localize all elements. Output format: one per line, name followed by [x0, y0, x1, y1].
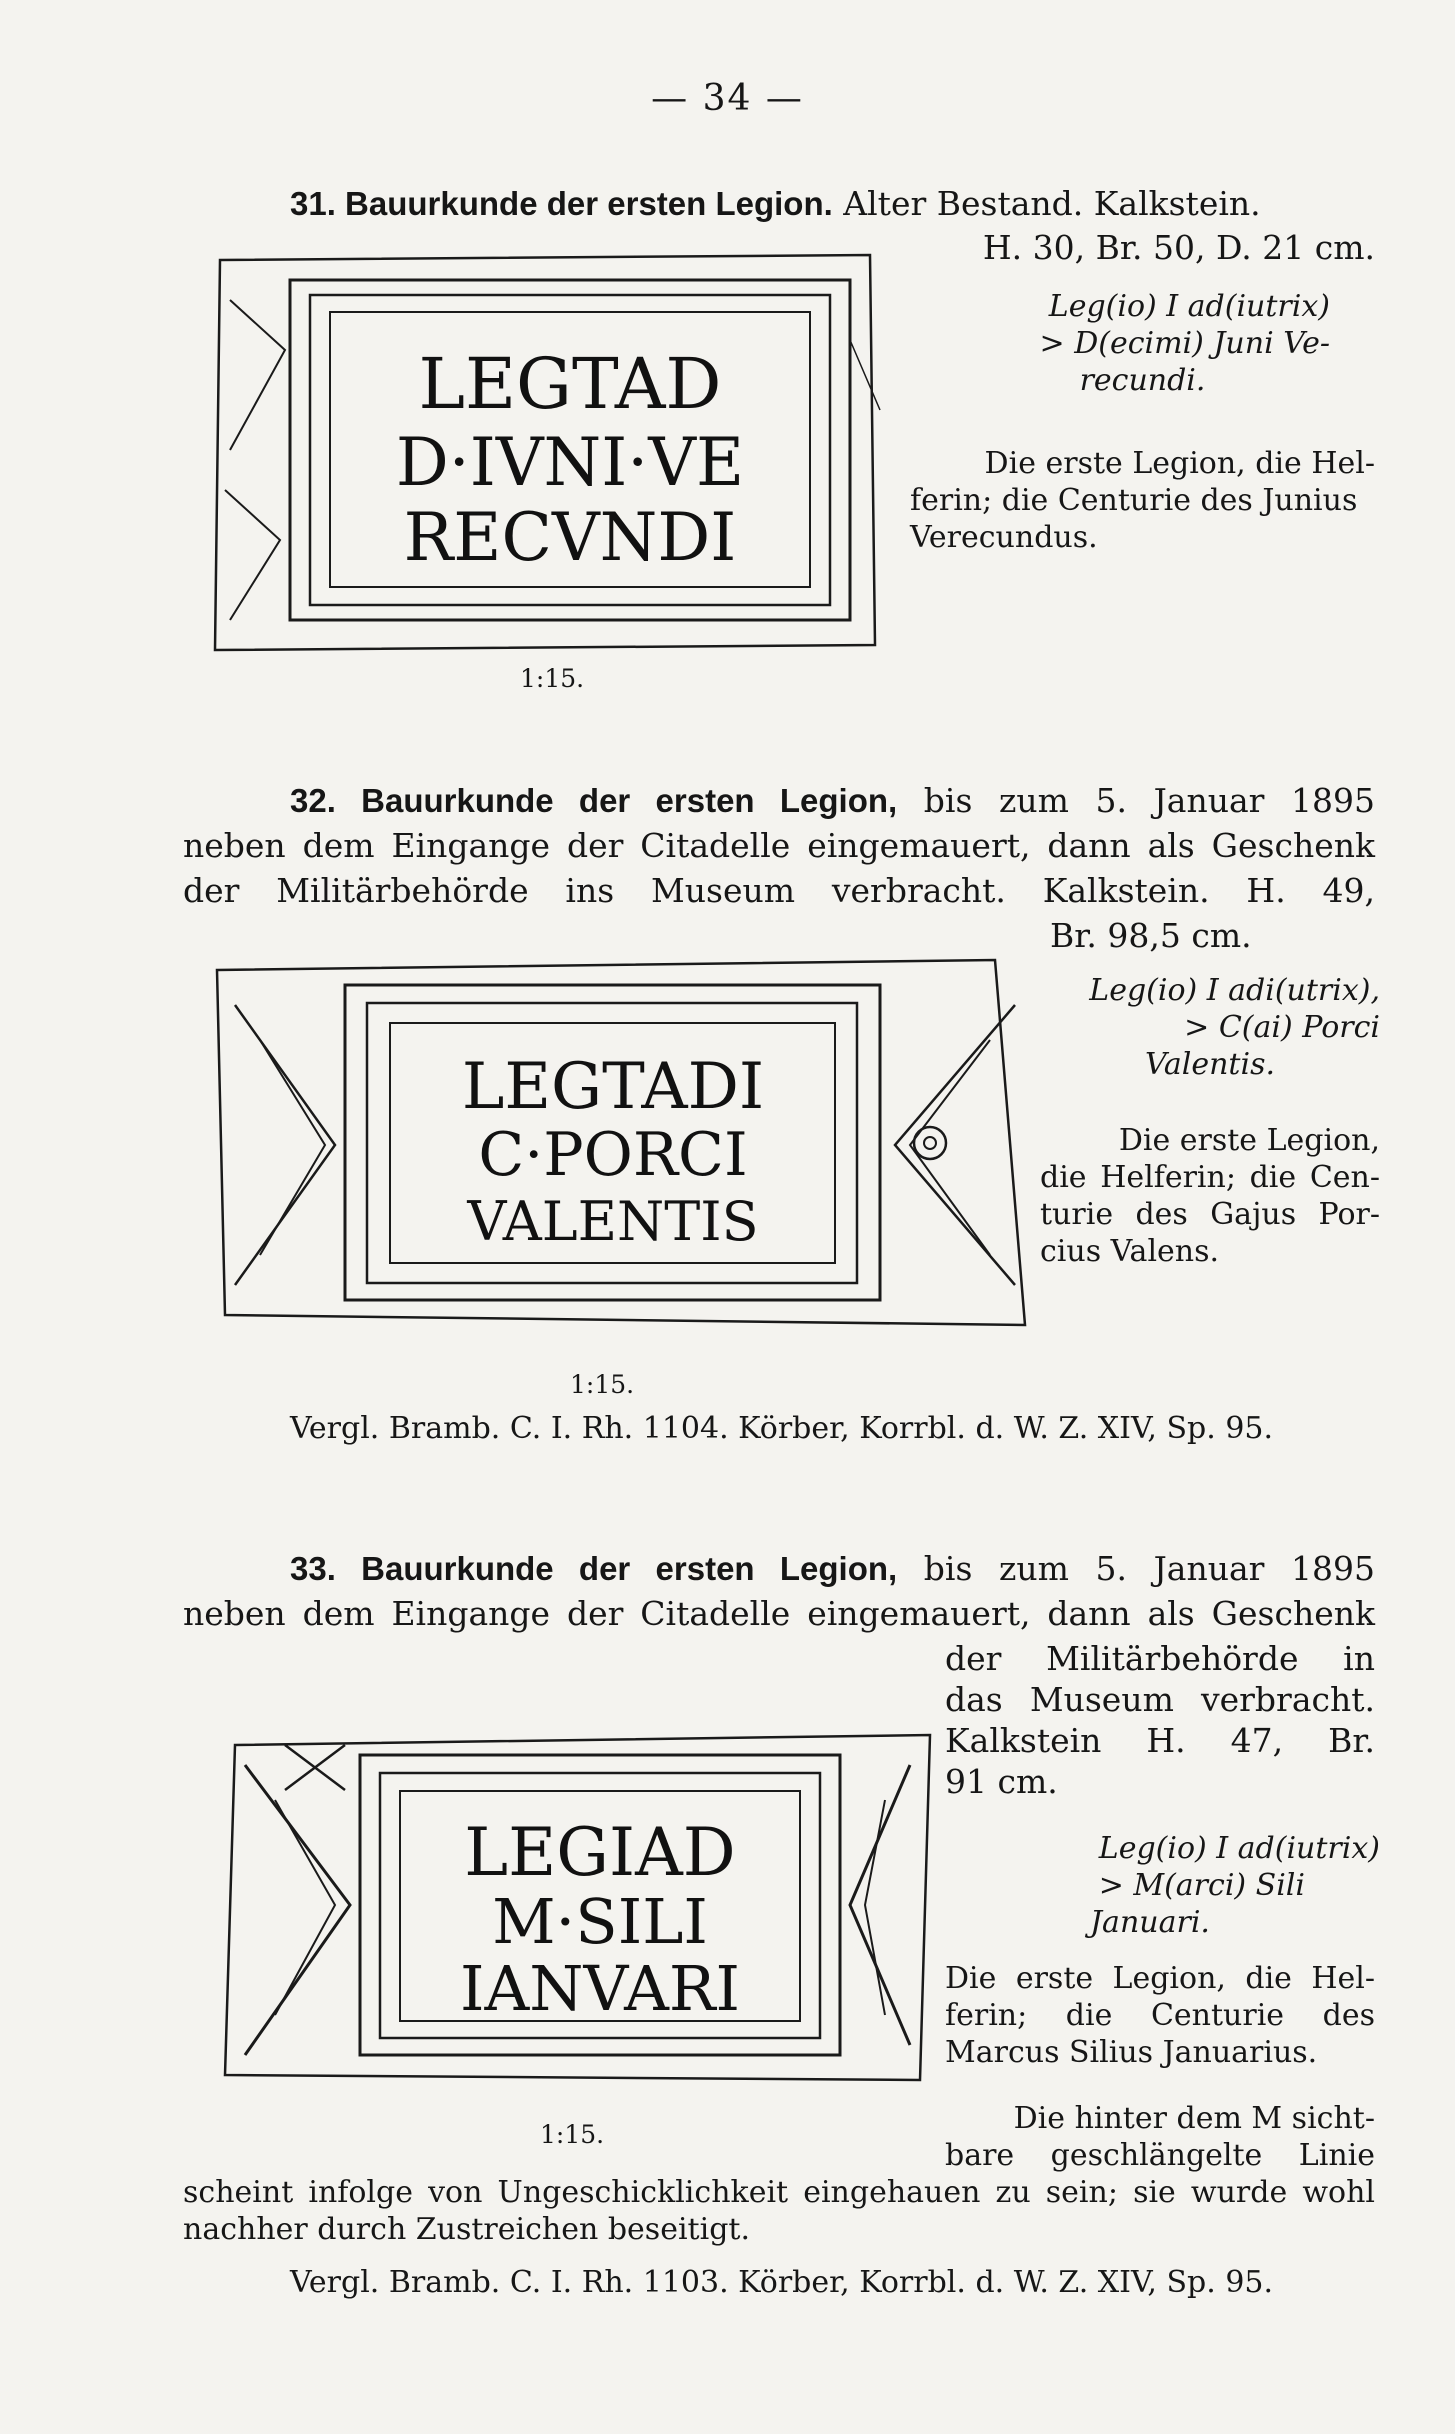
entry-31-translation-line-1: Die erste Legion, die Hel- — [984, 446, 1375, 481]
entry-33-side-line-1: der Militärbehörde in — [945, 1639, 1375, 1678]
entry-33-note-side — [945, 2100, 1375, 2174]
entry-33-translation-line-3: Marcus Silius Januarius. — [945, 2035, 1318, 2070]
entry-33-title: 33. Bauurkunde der ersten Legion, — [290, 1550, 898, 1587]
entry-32-reading-line-1: Leg(io) I adi(utrix), — [1089, 973, 1380, 1008]
entry-33-side-text — [945, 1638, 1375, 1802]
entry-33-note-side-line-2: bare geschlängelte Linie — [945, 2138, 1375, 2173]
entry-33-inscription-line-2: M·SILI — [492, 1885, 708, 1958]
entry-32-translation-line-4: cius Valens. — [1040, 1234, 1220, 1269]
entry-33-reference: Vergl. Bramb. C. I. Rh. 1103. Körber, Korrbl. d. W. Z. XIV, Sp. 95. — [290, 2265, 1274, 2300]
entry-32-scale: 1:15. — [570, 1370, 635, 1399]
entry-31-reading-line-3: recundi. — [1079, 363, 1206, 398]
entry-32-inscription-drawing — [205, 935, 1035, 1335]
entry-33-translation-line-1: Die erste Legion, die Hel- — [945, 1961, 1375, 1996]
entry-32-translation — [1040, 1122, 1380, 1270]
entry-32-title: 32. Bauurkunde der ersten Legion, — [290, 782, 898, 819]
entry-31-desc-1: Alter Bestand. Kalkstein. — [843, 184, 1261, 223]
entry-31-inscription-line-3: RECVNDI — [403, 499, 737, 576]
entry-31-inscription-line-1: LEGTAD — [418, 343, 722, 425]
entry-33-reading-line-3: Januari. — [1090, 1905, 1210, 1940]
entry-33-reading — [990, 1830, 1380, 1941]
entry-32-line-3: der Militärbehörde ins Museum verbracht. Kalkstein. H. 49, — [183, 871, 1375, 910]
entry-31-inscription-line-2: D·IVNI·VE — [395, 424, 745, 501]
entry-33-note-full-line-1: scheint infolge von Ungeschicklichkeit eingehauen zu sein; sie wurde wohl — [183, 2175, 1375, 2210]
entry-31-translation — [910, 445, 1375, 556]
entry-31-title: 31. Bauurkunde der ersten Legion. — [290, 185, 833, 222]
entry-32-inscription-line-2: C·PORCI — [478, 1120, 748, 1190]
entry-33-line-1-rest: bis zum 5. Januar 1895 — [923, 1549, 1375, 1588]
entry-33-side-line-2: das Museum verbracht. — [945, 1680, 1375, 1719]
entry-31-translation-line-3: Verecundus. — [910, 520, 1098, 555]
entry-33-inscription-line-1: LEGIAD — [464, 1814, 736, 1891]
entry-33-inscription-drawing — [205, 1715, 940, 2095]
entry-32-translation-line-3: turie des Gajus Por- — [1040, 1197, 1380, 1232]
entry-32-reading-line-2: > C(ai) Porci — [1184, 1010, 1380, 1045]
entry-32-line-1-rest: bis zum 5. Januar 1895 — [923, 781, 1375, 820]
entry-32-inscription-line-1: LEGTADI — [461, 1050, 765, 1124]
entry-33-inscription-line-3: IANVARI — [459, 1952, 741, 2025]
entry-32-line-2: neben dem Eingange der Citadelle eingemauert, dann als Geschenk — [183, 826, 1375, 865]
entry-32-reference: Vergl. Bramb. C. I. Rh. 1104. Körber, Korrbl. d. W. Z. XIV, Sp. 95. — [290, 1411, 1274, 1446]
entry-33-line-2: neben dem Eingange der Citadelle eingemauert, dann als Geschenk — [183, 1594, 1375, 1633]
entry-32-reading — [1040, 972, 1380, 1083]
entry-33-note-side-line-1: Die hinter dem M sicht- — [1013, 2101, 1375, 2136]
entry-32-line-4: Br. 98,5 cm. — [1050, 916, 1252, 955]
entry-33-reading-line-1: Leg(io) I ad(iutrix) — [1098, 1831, 1380, 1866]
entry-32-translation-line-1: Die erste Legion, — [1118, 1123, 1380, 1158]
entry-32-line-1 — [290, 780, 1375, 821]
entry-31-header-line — [290, 183, 1375, 224]
entry-33-scale: 1:15. — [540, 2120, 605, 2149]
entry-33-note-full-line-2: nachher durch Zustreichen beseitigt. — [183, 2212, 750, 2247]
entry-33-side-line-3: Kalkstein H. 47, Br. — [945, 1721, 1375, 1760]
entry-31-translation-line-2: ferin; die Centurie des Junius — [910, 483, 1358, 518]
entry-33-figure — [205, 1715, 940, 2099]
entry-31-reading-line-2: > D(ecimi) Juni Ve- — [1039, 326, 1330, 361]
page-number: — 34 — — [651, 78, 804, 119]
entry-33-reading-line-2: > M(arci) Sili — [1098, 1868, 1305, 1903]
entry-33-translation — [945, 1960, 1375, 2071]
entry-31-scale: 1:15. — [520, 664, 585, 693]
entry-33-line-1 — [290, 1548, 1375, 1589]
entry-33-translation-line-2: ferin; die Centurie des — [945, 1998, 1375, 2033]
entry-31-figure — [200, 240, 890, 664]
entry-31-inscription-drawing — [200, 240, 890, 660]
entry-32-translation-line-2: die Helferin; die Cen- — [1040, 1160, 1380, 1195]
entry-32-reading-line-3: Valentis. — [1144, 1047, 1276, 1082]
entry-32-figure — [205, 935, 1035, 1339]
entry-31-reading-line-1: Leg(io) I ad(iutrix) — [1048, 289, 1330, 324]
entry-31-desc-2: H. 30, Br. 50, D. 21 cm. — [982, 228, 1375, 267]
entry-31-reading — [915, 288, 1330, 399]
entry-32-inscription-line-3: VALENTIS — [467, 1190, 759, 1253]
entry-33-side-line-4: 91 cm. — [945, 1762, 1058, 1801]
entry-33-note-full — [183, 2174, 1375, 2248]
